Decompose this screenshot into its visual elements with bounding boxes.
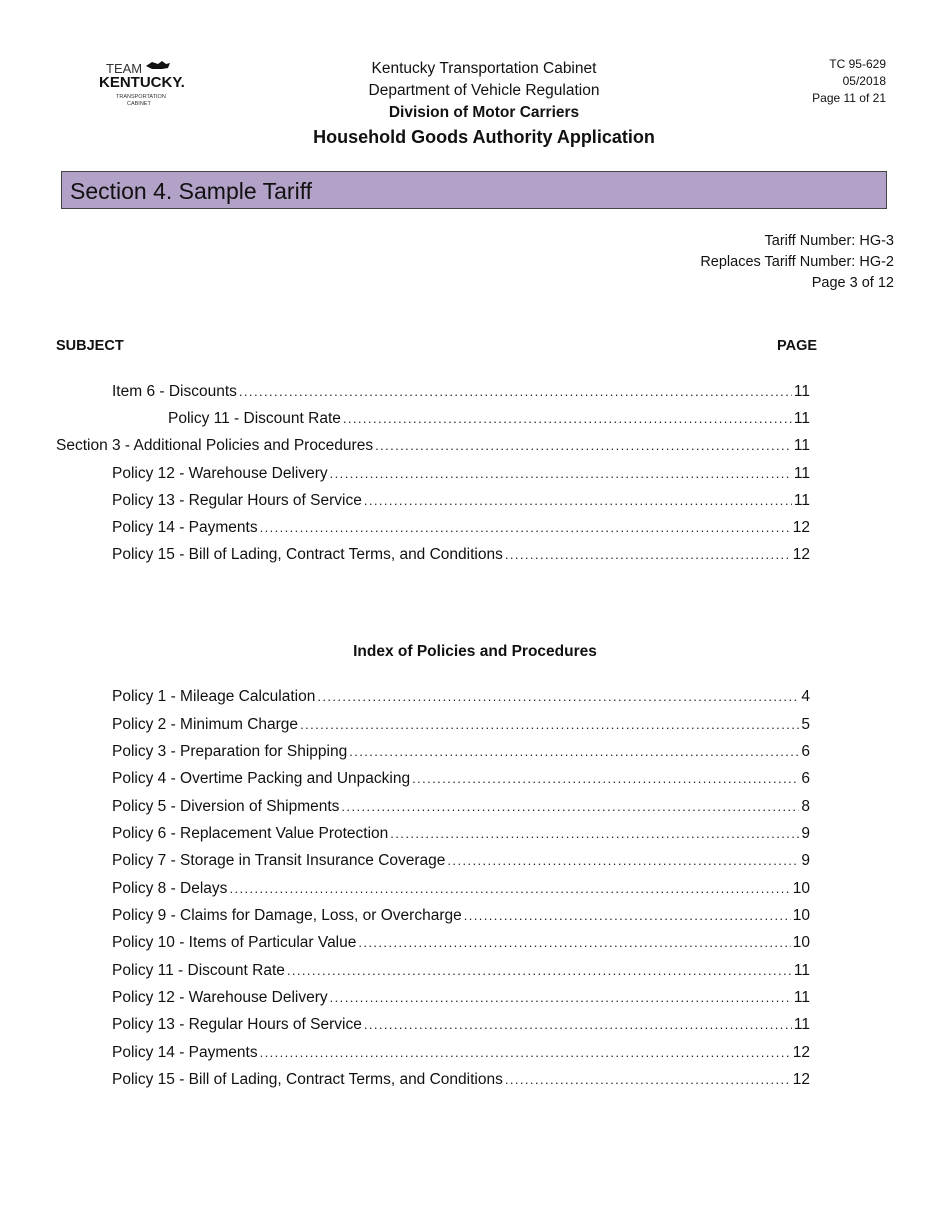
dot-leader <box>260 1042 791 1064</box>
index-entry-text: Policy 3 - Preparation for Shipping <box>112 743 348 760</box>
toc-entry <box>112 490 810 512</box>
toc-entry <box>112 463 810 485</box>
index-entry <box>112 686 810 708</box>
index-entry-page: 11 <box>793 962 810 979</box>
dot-leader <box>505 544 791 566</box>
section-title: Section 4. Sample Tariff <box>70 178 313 204</box>
index-entry-page: 10 <box>792 907 810 924</box>
toc-entry-text: Policy 15 - Bill of Lading, Contract Terms, and Conditions <box>112 546 503 563</box>
form-info <box>812 56 886 107</box>
index-entry <box>112 1042 810 1064</box>
dot-leader <box>358 932 790 954</box>
dot-leader <box>343 408 792 430</box>
index-entry-text: Policy 15 - Bill of Lading, Contract Terms, and Conditions <box>112 1071 503 1088</box>
index-entry-text: Policy 9 - Claims for Damage, Loss, or Overcharge <box>112 907 462 924</box>
index-entry-page: 4 <box>801 688 810 705</box>
dot-leader <box>260 517 791 539</box>
kentucky-state-icon <box>96 56 188 112</box>
dot-leader <box>390 823 799 845</box>
header-application-title: Household Goods Authority Application <box>313 127 655 147</box>
toc-entry <box>112 517 810 539</box>
toc-entry-page: 11 <box>793 465 810 482</box>
index-entry-page: 10 <box>792 880 810 897</box>
dot-leader <box>330 463 792 485</box>
page-column-header: PAGE <box>777 338 818 354</box>
index-entry-text: Policy 12 - Warehouse Delivery <box>112 989 328 1006</box>
toc-entry-text: Item 6 - Discounts <box>112 383 237 400</box>
tariff-number: Tariff Number: HG-3 <box>764 233 894 249</box>
form-page: Page 11 of 21 <box>812 91 886 105</box>
index-entry-text: Policy 8 - Delays <box>112 880 228 897</box>
toc-entry <box>168 408 810 430</box>
index-entry <box>112 905 810 927</box>
dot-leader <box>505 1069 791 1091</box>
toc-entry-text: Policy 14 - Payments <box>112 519 258 536</box>
dot-leader <box>287 960 792 982</box>
index-entry <box>112 714 810 736</box>
index-entry-text: Policy 11 - Discount Rate <box>112 962 285 979</box>
subject-column-header: SUBJECT <box>56 338 124 354</box>
index-entry-page: 6 <box>801 770 810 787</box>
index-entry-page: 11 <box>793 989 810 1006</box>
index-entry-text: Policy 4 - Overtime Packing and Unpacking <box>112 770 411 787</box>
tariff-info <box>700 231 894 294</box>
index-entry-page: 12 <box>792 1044 810 1061</box>
index-entry <box>112 932 810 954</box>
index-entry-text: Policy 5 - Diversion of Shipments <box>112 798 340 815</box>
index-entry <box>112 823 810 845</box>
toc-entry <box>112 544 810 566</box>
tariff-replaces: Replaces Tariff Number: HG-2 <box>700 254 894 270</box>
index-entry-page: 11 <box>793 1016 810 1033</box>
index-entry <box>112 878 810 900</box>
section-banner <box>61 171 887 209</box>
header-cabinet: Kentucky Transportation Cabinet <box>371 60 597 77</box>
index-entry-text: Policy 6 - Replacement Value Protection <box>112 825 389 842</box>
dot-leader <box>412 768 799 790</box>
index-entry-page: 10 <box>792 934 810 951</box>
index-entry-text: Policy 1 - Mileage Calculation <box>112 688 316 705</box>
index-entry-page: 9 <box>801 852 810 869</box>
index-entry-page: 8 <box>801 798 810 815</box>
dot-leader <box>239 381 792 403</box>
index-entry-text: Policy 14 - Payments <box>112 1044 258 1061</box>
dot-leader <box>300 714 799 736</box>
index-title: Index of Policies and Procedures <box>353 643 597 660</box>
index-entry-page: 5 <box>801 716 810 733</box>
dot-leader <box>229 878 790 900</box>
index-entry-text: Policy 10 - Items of Particular Value <box>112 934 357 951</box>
toc-entry <box>56 435 810 457</box>
index-entry <box>112 1069 810 1091</box>
form-date: 05/2018 <box>842 74 886 88</box>
toc-entry-text: Section 3 - Additional Policies and Procedures <box>56 437 374 454</box>
svg-text:KENTUCKY.: KENTUCKY. <box>99 74 185 91</box>
dot-leader <box>330 987 792 1009</box>
index-entry <box>112 741 810 763</box>
index-entry-text: Policy 13 - Regular Hours of Service <box>112 1016 362 1033</box>
dot-leader <box>341 796 799 818</box>
toc-entry-text: Policy 13 - Regular Hours of Service <box>112 492 362 509</box>
toc-entry-text: Policy 12 - Warehouse Delivery <box>112 465 328 482</box>
toc-entry-page: 12 <box>792 546 810 563</box>
tariff-page: Page 3 of 12 <box>811 275 894 291</box>
dot-leader <box>375 435 792 457</box>
toc-entry-page: 11 <box>793 410 810 427</box>
index-entry <box>112 987 810 1009</box>
index-entry-text: Policy 7 - Storage in Transit Insurance Coverage <box>112 852 446 869</box>
toc-entry-page: 11 <box>793 437 810 454</box>
dot-leader <box>317 686 799 708</box>
dot-leader <box>464 905 791 927</box>
index-entry <box>112 960 810 982</box>
svg-text:TRANSPORTATION: TRANSPORTATION <box>116 94 166 100</box>
toc-entry-text: Policy 11 - Discount Rate <box>168 410 341 427</box>
index-entry-page: 9 <box>801 825 810 842</box>
toc-entry-page: 11 <box>793 383 810 400</box>
dot-leader <box>349 741 799 763</box>
index-entry-page: 6 <box>801 743 810 760</box>
toc-entry-page: 12 <box>792 519 810 536</box>
dot-leader <box>364 490 792 512</box>
dot-leader <box>447 850 799 872</box>
index-entry <box>112 768 810 790</box>
index-entry <box>112 796 810 818</box>
index-entry-page: 12 <box>792 1071 810 1088</box>
index-entry-text: Policy 2 - Minimum Charge <box>112 716 299 733</box>
svg-text:CABINET: CABINET <box>127 101 151 107</box>
header-department: Department of Vehicle Regulation <box>368 82 600 99</box>
svg-text:TEAM: TEAM <box>106 61 143 76</box>
form-number: TC 95-629 <box>829 57 886 71</box>
index-entry <box>112 850 810 872</box>
dot-leader <box>364 1014 792 1036</box>
document-header <box>284 58 684 150</box>
toc-entry-page: 11 <box>793 492 810 509</box>
header-division: Division of Motor Carriers <box>388 104 580 121</box>
toc-entry <box>112 381 810 403</box>
team-kentucky-logo <box>96 56 188 112</box>
index-entry <box>112 1014 810 1036</box>
